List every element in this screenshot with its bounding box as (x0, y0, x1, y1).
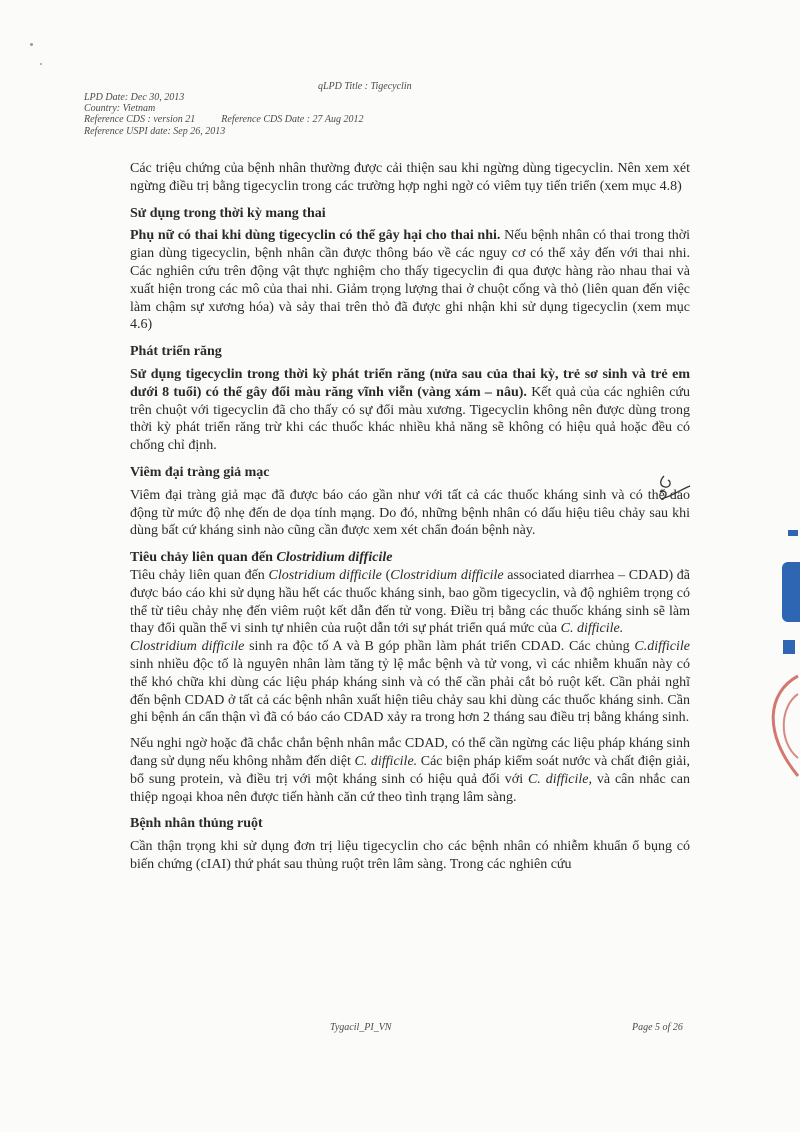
cdad-heading-text: Tiêu chảy liên quan đến (130, 550, 277, 566)
reference-uspi-date: Reference USPI date: Sep 26, 2013 (84, 125, 226, 137)
cdad-p2-body: sinh nhiều độc tố là nguyên nhân làm tăng tỷ lệ mắc bệnh và tử vong, vì các nhiễm khuẩn này có thể khó chữa khi dùng các liệu pháp kháng sinh và có thể cần phải cắt bỏ ruột kết. Cần phải nghĩ đến bệnh CDAD ở tất cả các bệnh nhân xuất hiện tiêu chảy sau khi dùng các thuốc kháng sinh. Cần ghi bệnh án cẩn thận vì đã có báo cáo CDAD xảy ra trong hơn 2 tháng sau điều trị bằng kháng sinh. (130, 656, 690, 726)
cdad-p1-organism-2: Clostridium difficile (390, 567, 504, 583)
footer-page-number: Page 5 of 26 (632, 1022, 683, 1033)
cdad-p3-end: và cân nhắc can thiệp ngoại khoa nên được tiến hành căn cứ theo tình trạng lâm sàng. (130, 771, 691, 805)
paragraph-cdad-3 (130, 735, 690, 806)
reference-cds-row (84, 114, 363, 125)
stamp-fragment-blue (782, 562, 800, 622)
paragraph-teeth (130, 366, 690, 455)
cdad-p2-organism: Clostridium difficile (130, 639, 245, 655)
cdad-p3-text: Nếu nghi ngờ hoặc đã chắc chắn bệnh nhân mắc CDAD, có thể cần ngừng các liệu pháp kháng sinh đang sử dụng nếu không nhằm đến diệt (130, 736, 690, 769)
cdad-heading-organism: Clostridium difficile (276, 550, 393, 566)
cdad-p3-organism: C. difficile. (354, 753, 418, 769)
heading-pregnancy: Sử dụng trong thời kỳ mang thai (130, 205, 326, 221)
document-title: qLPD Title : Tigecyclin (318, 81, 412, 92)
scan-speck (40, 63, 42, 65)
document-meta (84, 92, 363, 137)
cdad-p1-organism-3: C. difficile. (560, 621, 624, 637)
cdad-p2-organism-2: C.difficile (634, 639, 690, 655)
heading-colitis: Viêm đại tràng giả mạc (130, 464, 270, 480)
teeth-text: Kết quả của các nghiên cứu trên chuột với tigecyclin đã cho thấy có sự đổi màu xương. Tigecyclin không nên được dùng trong thời kỳ phát triển răng trừ khi các thuốc khác nhiều khả năng sẽ không có hiệu quả hoặc đều có chống chỉ định. (130, 384, 690, 454)
cdad-p1-body: associated diarrhea – CDAD) đã được báo cáo khi sử dụng hầu hết các thuốc kháng sinh, bao gồm tigecyclin, và độ nghiêm trọng có thể từ tiêu chảy nhẹ đến viêm ruột kết dẫn đến tử vong. Điều trị bằng các thuốc kháng sinh sẽ làm thay đổi quần thể vi sinh tự nhiên của ruột dẫn tới sự phát triển quá mức của (130, 567, 691, 637)
heading-teeth: Phát triển răng (130, 344, 222, 360)
stamp-fragment-blue-small (788, 530, 798, 536)
heading-cdad (130, 549, 690, 567)
paragraph-cdad-1 (130, 567, 690, 638)
cdad-p3-organism-2: C. difficile, (527, 771, 592, 787)
cdad-p1-organism: Clostridium difficile (268, 567, 382, 583)
paragraph-cdad-2 (130, 638, 690, 727)
country: Country: Vietnam (84, 103, 156, 115)
page-body (130, 160, 690, 874)
teeth-warning: Sử dụng tigecyclin trong thời kỳ phát triển răng (nửa sau của thai kỳ, trẻ sơ sinh và trẻ em dưới 8 tuổi) có thể gây đổi màu răng vĩnh viễn (vàng xám – nâu). (130, 366, 690, 400)
paragraph-pregnancy (130, 227, 690, 334)
stamp-fragment-blue-bar (783, 640, 795, 654)
paragraph-colitis: Viêm đại tràng giả mạc đã được báo cáo gần như với tất cả các thuốc kháng sinh và có thể dao động từ mức độ nhẹ đến de dọa tính mạng. Do đó, những bệnh nhân có dấu hiệu tiêu chảy sau khi dùng bất cứ kháng sinh nào cũng cần được xem xét chẩn đoán bệnh này. (130, 487, 690, 539)
cdad-p1-text: Tiêu chảy liên quan đến (130, 567, 269, 583)
cdad-p3-body: Các biện pháp kiểm soát nước và chất điện giải, bổ sung protein, và điều trị với một kháng sinh có hiệu quả đối với (130, 753, 690, 787)
pregnancy-text: Nếu bệnh nhân có thai trong thời gian dùng tigecyclin, bệnh nhân cần được thông báo về các nguy cơ có thể xảy đến với thai nhi. Các nghiên cứu trên động vật thực nghiệm cho thấy tigecyclin đi qua được hàng rào nhau thai và xuất hiện trong các mô của thai nhi. Giảm trọng lượng thai ở chuột cống và thỏ (liên quan đến việc làm chậm sự xương hóa) và sảy thai trên thỏ đã được ghi nhận khi sử dụng tigecyclin (xem mục 4.6) (130, 228, 690, 333)
cdad-p1-paren: ( (381, 567, 391, 583)
paragraph-perforation: Cần thận trọng khi sử dụng đơn trị liệu tigecyclin cho các bệnh nhân có nhiễm khuẩn ổ bụng có biến chứng (cIAI) thứ phát sau thủng ruột trên lâm sàng. Trong các nghiên cứu (130, 839, 690, 872)
handwritten-initials (650, 472, 694, 512)
stamp-fragment-red (758, 672, 800, 782)
cdad-p2-text: sinh ra độc tố A và B góp phần làm phát triển CDAD. Các chủng (244, 639, 635, 655)
footer-doc-id: Tygacil_PI_VN (330, 1022, 392, 1033)
lpd-date: LPD Date: Dec 30, 2013 (84, 92, 185, 103)
scan-speck (30, 43, 33, 46)
reference-cds-date: Reference CDS Date : 27 Aug 2012 (221, 114, 364, 126)
reference-cds-version: Reference CDS : version 21 (84, 114, 196, 126)
heading-perforation: Bệnh nhân thủng ruột (130, 816, 263, 832)
pregnancy-warning: Phụ nữ có thai khi dùng tigecyclin có thể gây hại cho thai nhi. (130, 228, 501, 244)
paragraph-pancreatitis: Các triệu chứng của bệnh nhân thường được cải thiện sau khi ngừng dùng tigecyclin. Nên xem xét ngừng điều trị bằng tigecyclin trong các trường hợp nghi ngờ có viêm tụy tiến triển (xem mục 4.8) (130, 161, 690, 194)
